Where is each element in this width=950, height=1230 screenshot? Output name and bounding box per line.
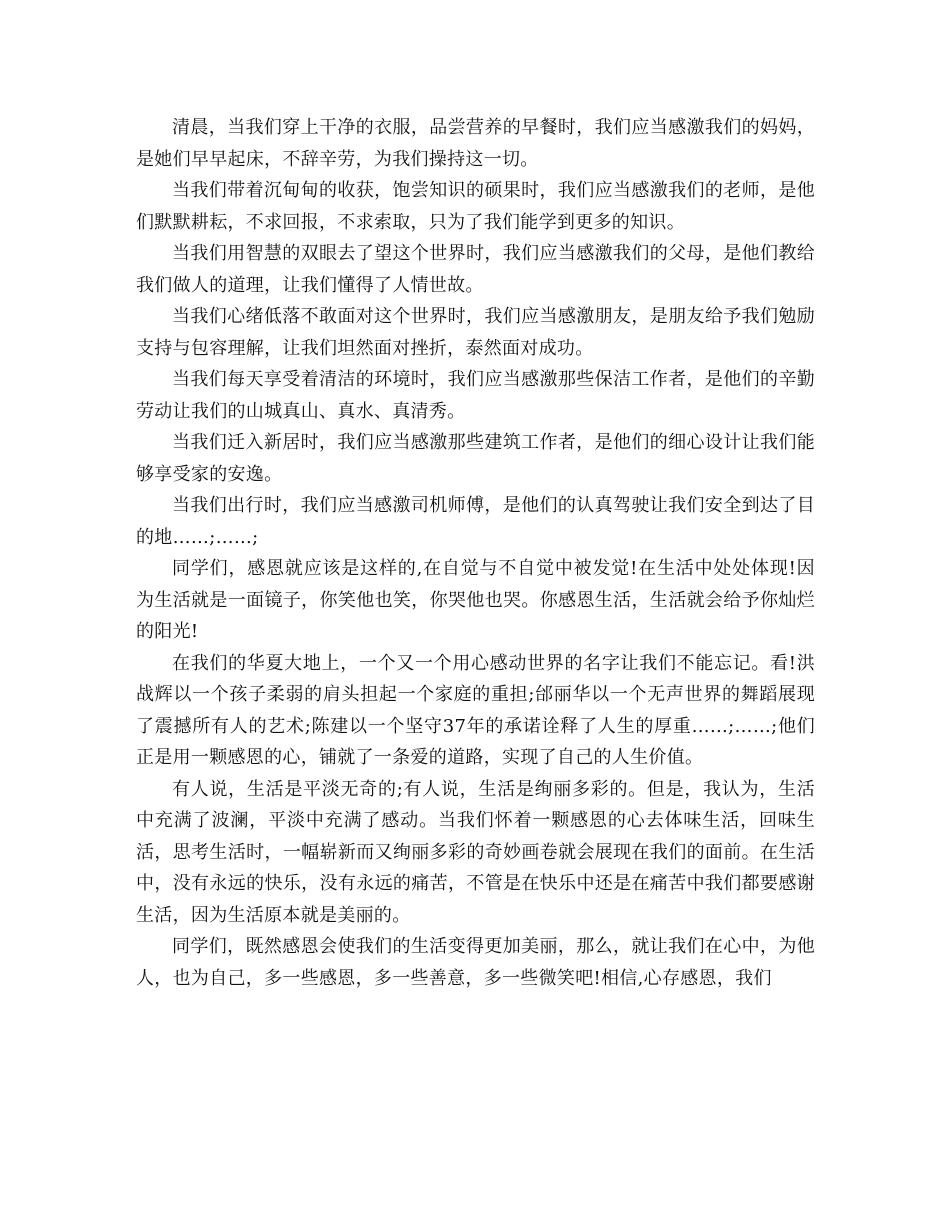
paragraph-teacher: 当我们带着沉甸甸的收获，饱尝知识的硕果时，我们应当感激我们的老师，是他们默默耕耘，不求回报，不求索取，只为了我们能学到更多的知识。 xyxy=(136,180,815,233)
paragraph-mother: 清晨，当我们穿上干净的衣服，品尝营养的早餐时，我们应当感激我们的妈妈，是她们早早起床，不辞辛劳，为我们操持这一切。 xyxy=(136,117,815,170)
paragraph-parents: 当我们用智慧的双眼去了望这个世界时，我们应当感激我们的父母，是他们教给我们做人的道理，让我们懂得了人情世故。 xyxy=(136,243,815,296)
paragraph-role-models: 在我们的华夏大地上，一个又一个用心感动世界的名字让我们不能忘记。看!洪战辉以一个孩子柔弱的肩头担起一个家庭的重担;邰丽华以一个无声世界的舞蹈展现了震撼所有人的艺术;陈建以一个坚守37年的承诺诠释了人生的厚重……;……;他们正是用一颗感恩的心，铺就了一条爱的道路，实现了自己的人生价值。 xyxy=(136,652,815,768)
paragraph-friends: 当我们心绪低落不敢面对这个世界时，我们应当感激朋友，是朋友给予我们勉励支持与包容理解，让我们坦然面对挫折，泰然面对成功。 xyxy=(136,306,815,359)
paragraph-gratitude-mirror: 同学们，感恩就应该是这样的,在自觉与不自觉中被发觉!在生活中处处体现!因为生活就是一面镜子，你笑他也笑，你哭他也哭。你感恩生活，生活就会给予你灿烂的阳光! xyxy=(136,558,815,642)
paragraph-life: 有人说，生活是平淡无奇的;有人说，生活是绚丽多彩的。但是，我认为，生活中充满了波澜，平淡中充满了感动。当我们怀着一颗感恩的心去体味生活，回味生活，思考生活时，一幅崭新而又绚丽多彩的奇妙画卷就会展现在我们的面前。在生活中，没有永远的快乐，没有永远的痛苦，不管是在快乐中还是在痛苦中我们都要感谢生活，因为生活原本就是美丽的。 xyxy=(136,778,815,926)
paragraph-drivers: 当我们出行时，我们应当感激司机师傅，是他们的认真驾驶让我们安全到达了目的地……;……; xyxy=(136,495,815,548)
paragraph-closing: 同学们，既然感恩会使我们的生活变得更加美丽，那么，就让我们在心中，为他人，也为自己，多一些感恩，多一些善意，多一些微笑吧!相信,心存感恩，我们 xyxy=(136,936,815,989)
paragraph-cleaners: 当我们每天享受着清洁的环境时，我们应当感激那些保洁工作者，是他们的辛勤劳动让我们的山城真山、真水、真清秀。 xyxy=(136,369,815,422)
paragraph-builders: 当我们迁入新居时，我们应当感激那些建筑工作者，是他们的细心设计让我们能够享受家的安逸。 xyxy=(136,432,815,485)
